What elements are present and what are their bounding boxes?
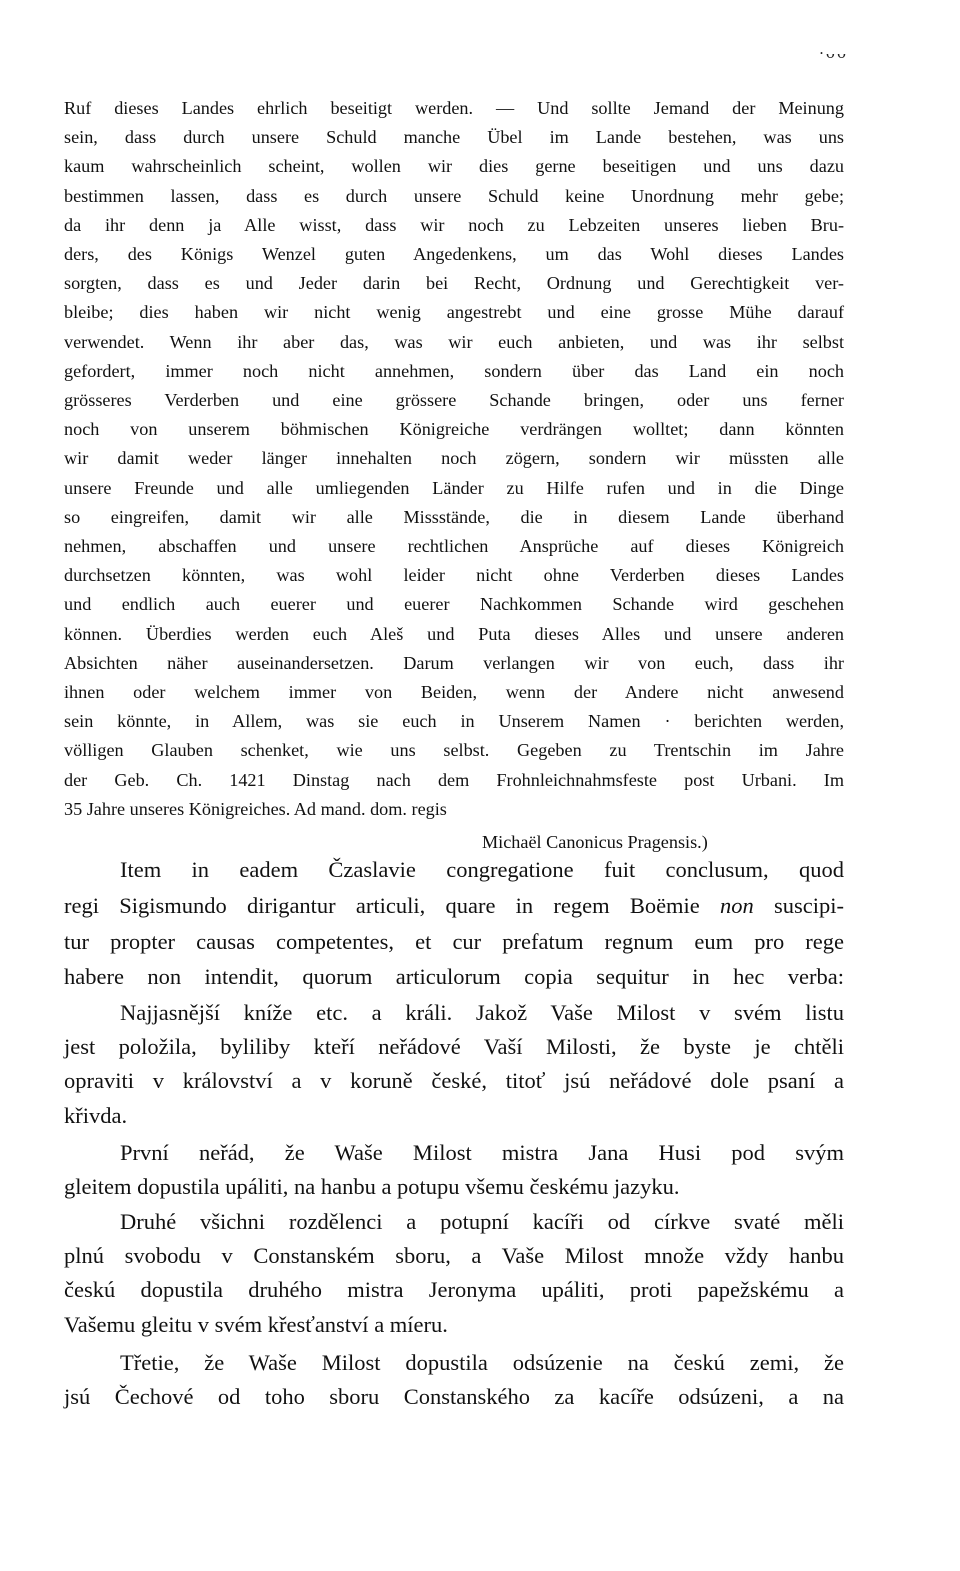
text-line: der Geb. Ch. 1421 Dinstag nach dem Frohnleichnahmsfeste post Urbani. Im	[64, 769, 844, 790]
text-line: sorgten, dass es und Jeder darin bei Recht, Ordnung und Gerechtigkeit ver-	[64, 273, 844, 294]
text-fragment: suscipi-	[753, 892, 844, 918]
letter-signature: Michaël Canonicus Pragensis.)	[482, 832, 708, 852]
czech-paragraph-first	[64, 1136, 844, 1204]
text-line: První neřád, že Waše Milost mistra Jana Husi pod svým	[120, 1140, 844, 1165]
text-line: und endlich auch euerer und euerer Nachkommen Schande wird geschehen	[64, 594, 844, 615]
text-line: können. Überdies werden euch Aleš und Puta dieses Alles und unsere anderen	[64, 623, 844, 644]
czech-paragraph-second	[64, 1205, 844, 1342]
text-line: Absichten näher auseinandersetzen. Darum verlangen wir von euch, dass ihr	[64, 652, 844, 673]
text-line: jsú Čechové od toho sboru Constanského za kacíře odsúzeni, a na	[64, 1384, 844, 1410]
text-line: opraviti v království a v koruně české, titoť jsú neřádové dole psaní a	[64, 1068, 844, 1094]
text-line: gefordert, immer noch nicht annehmen, sondern über das Land ein noch	[64, 360, 844, 381]
text-line: Item in eadem Čzaslavie congregatione fuit conclusum, quod	[120, 857, 844, 882]
czech-paragraph-third	[64, 1346, 844, 1414]
text-line: wir damit weder länger innehalten noch zögern, sondern wir müssten alle	[64, 448, 844, 469]
page-number: ·ᴗᴗ	[819, 44, 848, 62]
text-line: kaum wahrscheinlich scheint, wollen wir dies gerne beseitigen und uns dazu	[64, 156, 844, 177]
latin-paragraph	[64, 852, 844, 995]
text-line: unsere Freunde und alle umliegenden Länder zu Hilfe rufen und in die Dinge	[64, 477, 844, 498]
text-line: nehmen, abschaffen und unsere rechtlichen Ansprüche auf dieses Königreich	[64, 536, 844, 557]
text-line: verwendet. Wenn ihr aber das, was wir euch anbieten, und was ihr selbst	[64, 331, 844, 352]
czech-paragraph-intro	[64, 996, 844, 1133]
text-fragment: regi Sigismundo dirigantur articuli, quare in regem Boëmie	[64, 892, 721, 918]
text-line: sein könnte, in Allem, was sie euch in Unserem Namen · berichten werden,	[64, 711, 844, 732]
text-line: völligen Glauben schenket, wie uns selbst. Gegeben zu Trentschin im Jahre	[64, 740, 844, 761]
text-line: plnú svobodu v Constanském sboru, a Vaše Milost množe vždy hanbu	[64, 1243, 844, 1269]
text-line: noch von unserem böhmischen Königreiche verdrängen wolltet; dann könnten	[64, 419, 844, 440]
text-line	[64, 888, 844, 924]
text-line: českú dopustila druhého mistra Jeronyma upáliti, proti papežskému a	[64, 1277, 844, 1303]
text-line: Najjasnější kníže etc. a králi. Jakož Vaše Milost v svém listu	[120, 1000, 844, 1025]
text-line: durchsetzen könnten, was wohl leider nicht ohne Verderben dieses Landes	[64, 565, 844, 586]
text-line: so eingreifen, damit wir alle Missstände, die in diesem Lande überhand	[64, 506, 844, 527]
text-line: Ruf dieses Landes ehrlich beseitigt werden. — Und sollte Jemand der Meinung	[64, 98, 844, 118]
text-line: gleitem dopustila upáliti, na hanbu a potupu všemu českému jazyku.	[64, 1174, 680, 1200]
text-line: Druhé všichni rozdělenci a potupní kacíři od církve svaté měli	[120, 1209, 844, 1234]
text-line: bestimmen lassen, dass es durch unsere Schuld keine Unordnung mehr gebe;	[64, 185, 844, 206]
text-line: sein, dass durch unsere Schuld manche Übel im Lande bestehen, was uns	[64, 127, 844, 148]
text-line: Třetie, že Waše Milost dopustila odsúzenie na českú zemi, že	[120, 1350, 844, 1375]
text-line: Vašemu gleitu v svém křesťanství a míeru.	[64, 1311, 448, 1337]
text-line: bleibe; dies haben wir nicht wenig angestrebt und eine grosse Mühe darauf	[64, 302, 844, 323]
text-line: ihnen oder welchem immer von Beiden, wenn der Andere nicht anwesend	[64, 682, 844, 703]
text-line: da ihr denn ja Alle wisst, dass wir noch zu Lebzeiten unseres lieben Bru-	[64, 214, 844, 235]
text-line: křivda.	[64, 1102, 128, 1128]
italic-word: non	[720, 892, 754, 918]
text-line: habere non intendit, quorum articulorum copia sequitur in hec verba:	[64, 964, 844, 990]
text-line: grösseres Verderben und eine grössere Schande bringen, oder uns ferner	[64, 390, 844, 411]
text-line: ders, des Königs Wenzel guten Angedenkens, um das Wohl dieses Landes	[64, 244, 844, 265]
text-line: 35 Jahre unseres Königreiches. Ad mand. dom. regis	[64, 798, 447, 819]
text-line: tur propter causas competentes, et cur prefatum regnum eum pro rege	[64, 928, 844, 954]
text-line: jest položila, byliliby kteří neřádové Vaší Milosti, že byste je chtěli	[64, 1034, 844, 1060]
german-letter-paragraph	[64, 94, 844, 824]
